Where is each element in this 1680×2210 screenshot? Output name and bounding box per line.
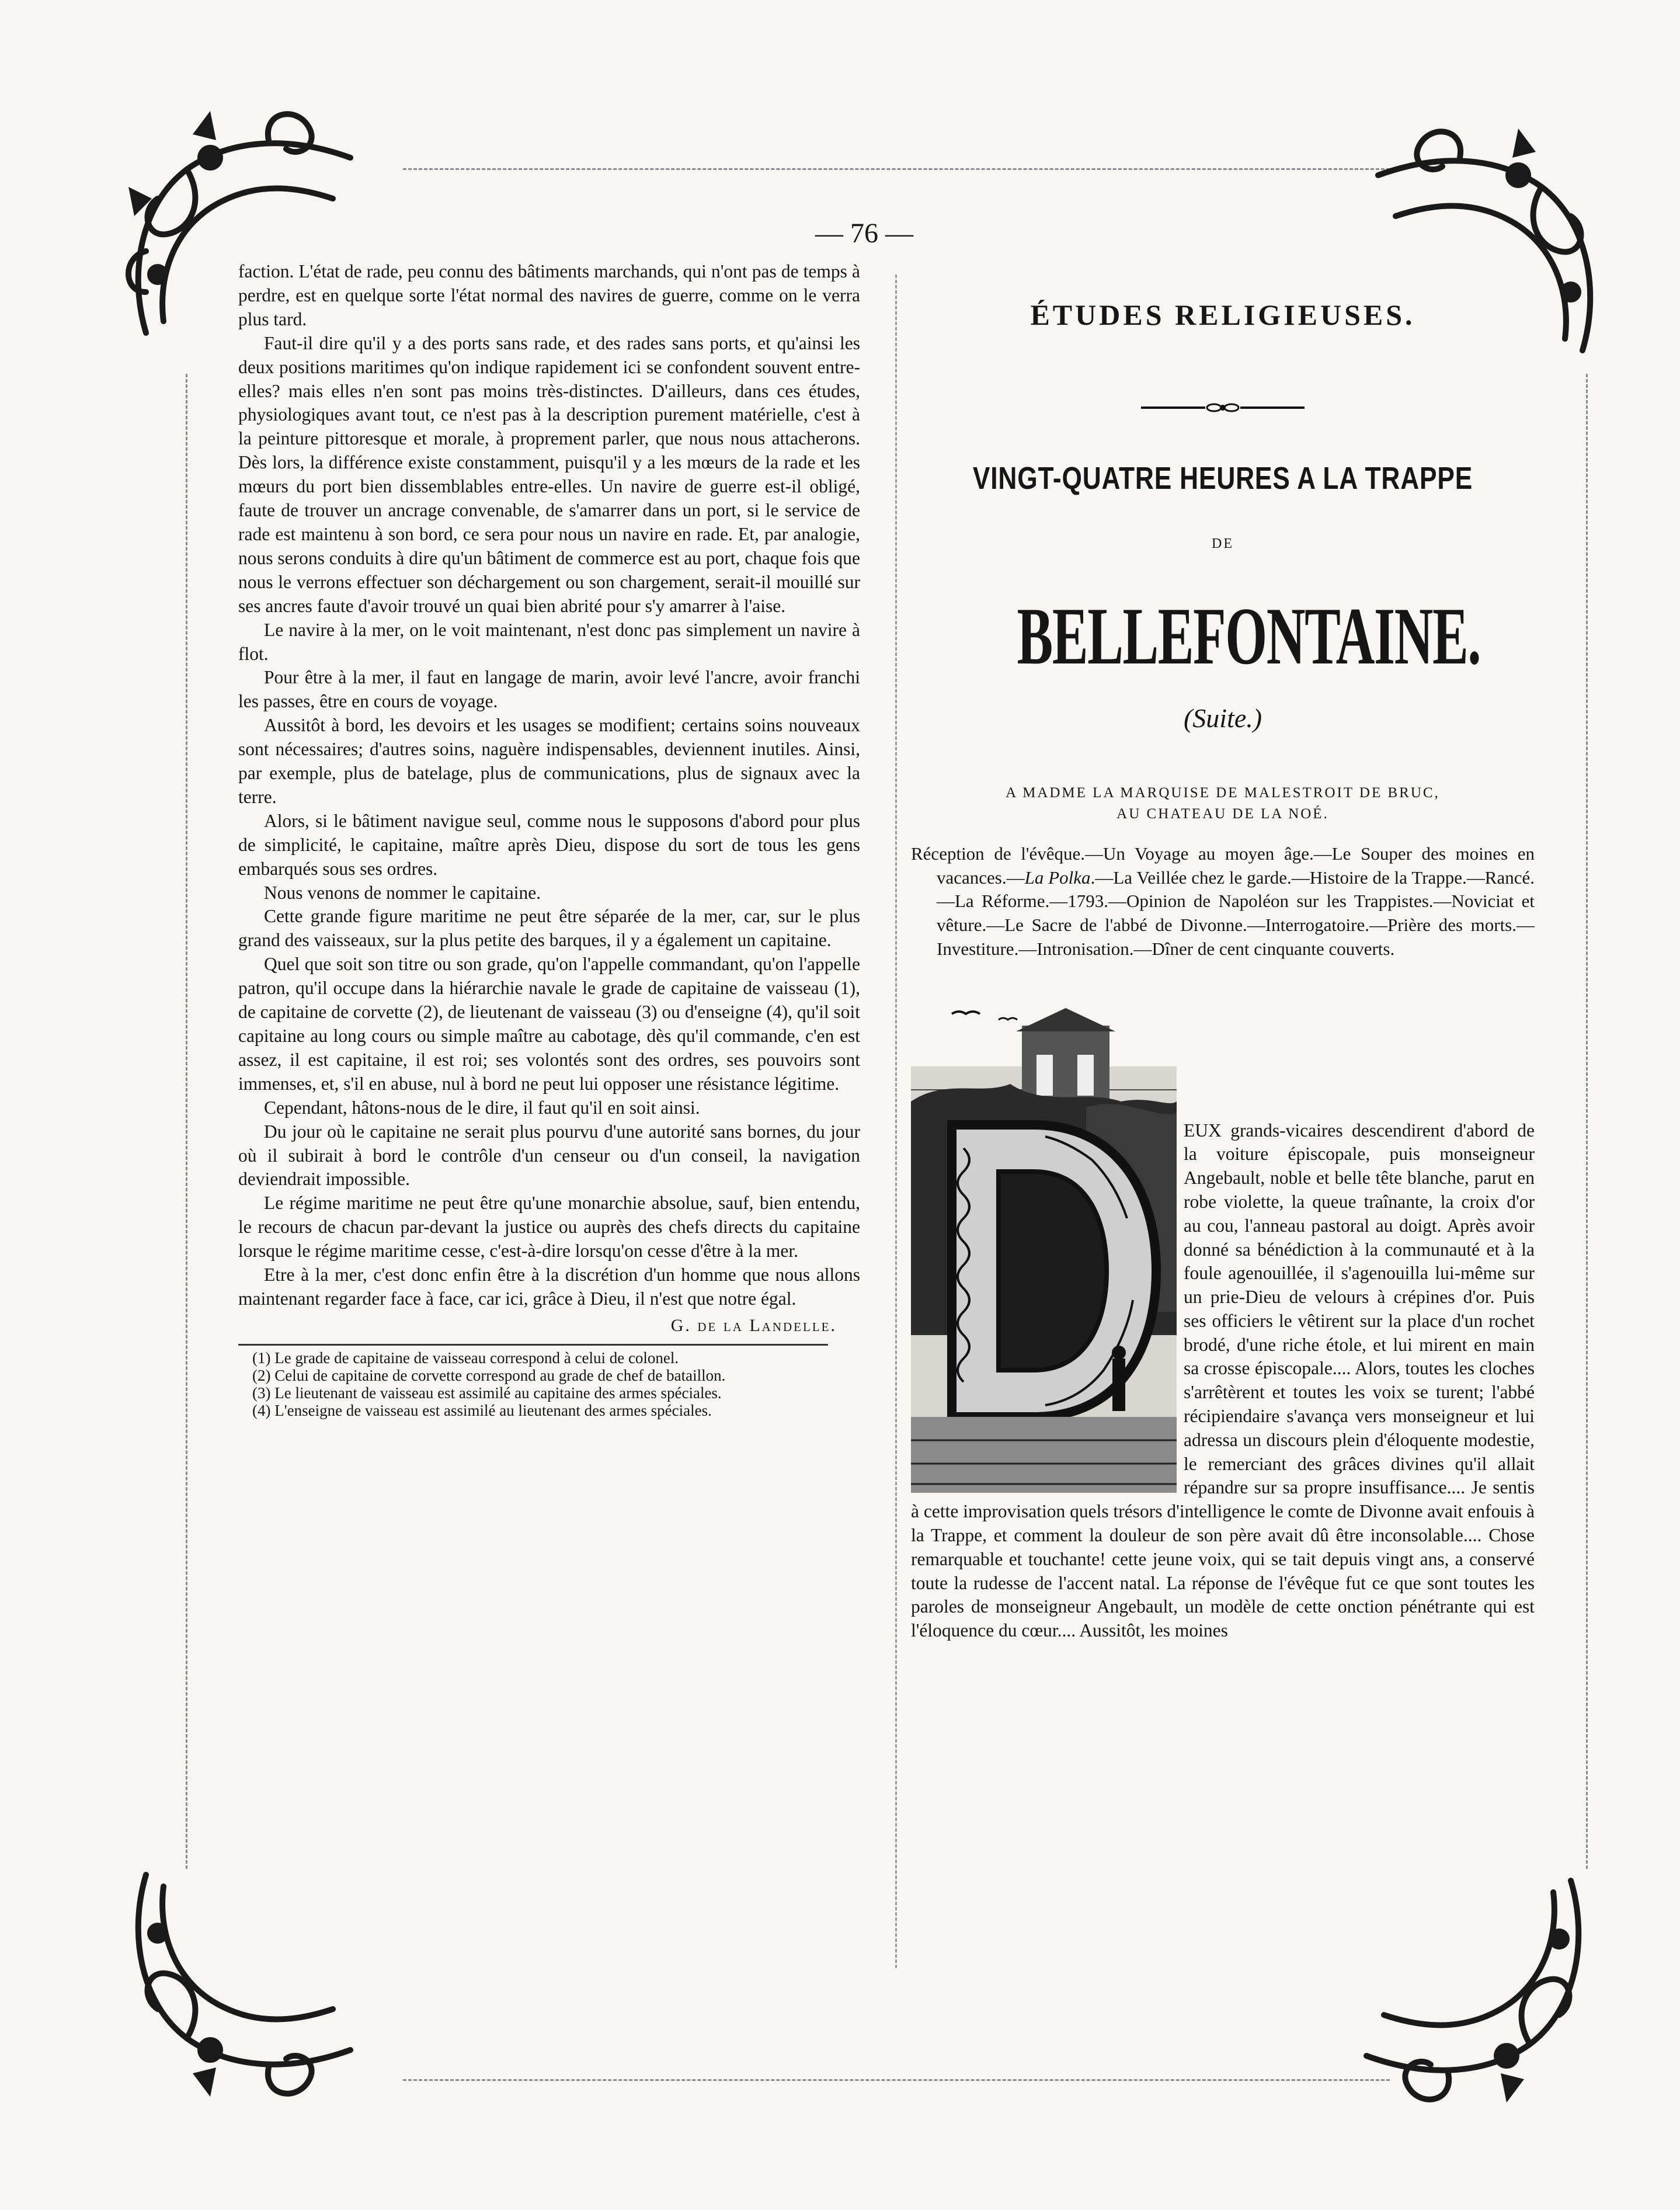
left-paragraph-2: Faut-il dire qu'il y a des ports sans rade, et des rades sans ports, et qu'ainsi les deux positions maritimes qu'on indique rapidement ici se confondent souvent entre-elles? mais elles n'en sont pas moins très-distinctes. D'ailleurs, dans ces études, physiologiques avant tout, ce n'est pas à la description purement matérielle, c'est à la peinture pittoresque et morale, à proprement parler, que nous nous attacherons. Dès lors, la différence existe constamment, puisqu'il y a les mœurs de la rade et les mœurs du port bien dissemblables entre-elles. Un navire de guerre est-il obligé, faute de trouver un ancrage convenable, de s'amarrer dans un port, si le service de rade est maintenu à son bord, ce sera pour nous un navire en rade. Et, par analogie, nous serons conduits à dire qu'un bâtiment de commerce est au port, chaque fois que nous le verrons effectuer son déchargement ou son chargement, serait-il mouillé sur ses ancres faute d'avoir trouvé un quai bien abrité pour s'y amarrer à l'aise. <box>238 332 861 616</box>
dedication-line-2: AU CHATEAU DE LA NOÉ. <box>1116 806 1329 822</box>
left-paragraph-7: Nous venons de nommer le capitaine. <box>264 882 541 903</box>
frame-border-bottom <box>403 2079 1390 2081</box>
author-signature: G. de la Landelle. <box>670 1315 837 1335</box>
summary-part-1: Réception de l'évêque.—Un Voyage au moyen âge.—Le Souper des moines en vacances.— <box>911 843 1535 888</box>
summary-italic: La Polka <box>1024 867 1091 888</box>
article-suite: (Suite.) <box>1183 703 1262 733</box>
left-paragraph-9: Quel que soit son titre ou son grade, qu'on l'appelle commandant, qu'on l'appelle patron, qu'il occupe dans la hiérarchie navale le grade de capitaine de vaisseau (1), de capitaine de corvette (2), de lieutenant de vaisseau (3) ou d'enseigne (4), qu'il soit capitaine au long cours ou simple maître au cabotage, dès qu'il commande, c'en est assez, il est capitaine, il est roi; ses volontés sont des ordres, ses pouvoirs sont immenses, et, s'il en abuse, nul à bord ne peut lui opposer une résistance légitime. <box>238 954 860 1094</box>
frame-border-left <box>186 374 187 1869</box>
corner-ornament-bottom-left <box>123 1863 368 2108</box>
left-paragraph-8: Cette grande figure maritime ne peut être séparée de la mer, car, sur le plus grand des vaisseaux, sur la plus petite des barques, il y a également un capitaine. <box>238 906 860 951</box>
column-divider <box>895 274 897 1968</box>
left-paragraph-12: Le régime maritime ne peut être qu'une monarchie absolue, sauf, bien entendu, le recours de chacun par-devant la justice ou auprès des chefs directs du capitaine lorsque le régime maritime cesse, c'est-à-dire lorsqu'on cesse d'être à la mer. <box>238 1193 860 1262</box>
frame-border-right <box>1586 374 1588 1869</box>
left-paragraph-13: Etre à la mer, c'est donc enfin être à la discrétion d'un homme que nous allons maintenant regarder face à face, car ici, grâce à Dieu, il n'est que notre égal. <box>238 1264 860 1309</box>
footnote-divider <box>238 1344 828 1346</box>
left-paragraph-3: Le navire à la mer, on le voit maintenant, n'est donc pas simplement un navire à flot. <box>238 619 860 664</box>
left-paragraph-1: faction. L'état de rade, peu connu des bâtiments marchands, qui n'ont pas de temps à perdre, est en quelque sorte l'état normal des navires de guerre, comme on le verra plus tard. <box>238 261 860 329</box>
left-paragraph-4: Pour être à la mer, il faut en langage de marin, avoir levé l'ancre, avoir franchi les passes, être en cours de voyage. <box>238 667 860 712</box>
body-rest: grands-vicaires descendirent d'abord de la voiture épiscopale, puis monseigneur Angebault, noble et belle tête blanche, parut en robe violette, la queue traînante, la croix d'or au cou, l'anneau pastoral au doigt. Après avoir donné sa bénédiction à la communauté et à la foule agenouillée, il s'agenouilla lui-même sur un prie-Dieu de velours à crépines d'or. Puis ses officiers le vêtirent sur la place d'un rochet brodé, d'une riche étole, et lui mirent en main sa crosse épiscopale.... Alors, toutes les cloches s'arrêtèrent et toutes les voix se turent; l'abbé récipiendaire s'avança vers monseigneur et lui adressa un discours plein d'éloquente modestie, le remerciant des grâces divines qu'il allait répandre sur sa propre insuffisance.... Je sentis à cette improvisation quels trésors d'intelligence le comte de Divonne avait enfouis à la Trappe, et comment la douleur de son père avait dû être inconsolable.... Chose remarquable et touchante! cette jeune voix, qui se tait depuis vingt ans, a conservé toute la rudesse de l'accent natal. La réponse de l'évêque fut ce que sont toutes les paroles de monseigneur Angebault, un modèle de cette onction pénétrante qui est l'éloquence du cœur.... Aussitôt, les moines <box>911 1120 1535 1641</box>
article-title: VINGT-QUATRE HEURES A LA TRAPPE <box>972 461 1473 496</box>
body-first-word: EUX <box>1184 1120 1222 1141</box>
footnote-1: (1) Le grade de capitaine de vaisseau correspond à celui de colonel. <box>252 1349 679 1367</box>
left-paragraph-6: Alors, si le bâtiment navigue seul, comme nous le supposons d'abord pour plus de simplicité, le capitaine, maître après Dieu, dispose du sort de tous les gens embarqués sous ses ordres. <box>238 810 860 879</box>
summary-part-2: .—La Veillée chez le garde.—Histoire de la Trappe.—Rancé.—La Réforme.—1793.—Opinion de Napoléon sur les Trappistes.—Noviciat et vêture.—Le Sacre de l'abbé de Divonne.—Interrogatoire.—Prière des morts.—Investiture.—Intronisation.—Dîner de cent cinquante couverts. <box>937 867 1535 959</box>
footnote-3: (3) Le lieutenant de vaisseau est assimilé au capitaine des armes spéciales. <box>252 1384 722 1402</box>
page-number: — 76 — <box>815 218 913 249</box>
dedication-line-1: A MADME LA MARQUISE DE MALESTROIT DE BRUC, <box>1006 785 1440 801</box>
left-column <box>238 260 860 1419</box>
left-paragraph-5: Aussitôt à bord, les devoirs et les usages se modifient; certains soins nouveaux sont nécessaires; d'autres soins, naguère indispensables, deviennent inutiles. Ainsi, par exemple, plus de batelage, plus de communications, plus de signaux avec la terre. <box>238 715 860 807</box>
left-paragraph-10: Cependant, hâtons-nous de le dire, il faut qu'il en soit ainsi. <box>264 1097 700 1118</box>
section-title: ÉTUDES RELIGIEUSES. <box>1030 298 1415 331</box>
corner-ornament-bottom-right <box>1349 1869 1594 2114</box>
article-big-title: BELLEFONTAINE. <box>1017 591 1481 682</box>
footnote-4: (4) L'enseigne de vaisseau est assimilé au lieutenant des armes spéciales. <box>252 1401 712 1419</box>
chapter-summary <box>911 842 1535 961</box>
dedication <box>911 783 1535 825</box>
title-connector: DE <box>1212 536 1234 551</box>
footnote-2: (2) Celui de capitaine de corvette correspond au grade de chef de bataillon. <box>252 1366 726 1384</box>
illuminated-initial-d <box>911 1008 1177 1493</box>
ornament-divider <box>1141 402 1305 413</box>
right-column <box>911 274 1535 1643</box>
article-body <box>911 1008 1535 1643</box>
frame-border-top <box>403 168 1390 170</box>
left-paragraph-11: Du jour où le capitaine ne serait plus pourvu d'une autorité sans bornes, du jour où il subirait à bord le contrôle d'un censeur ou d'un conseil, la navigation deviendrait impossible. <box>238 1121 860 1190</box>
